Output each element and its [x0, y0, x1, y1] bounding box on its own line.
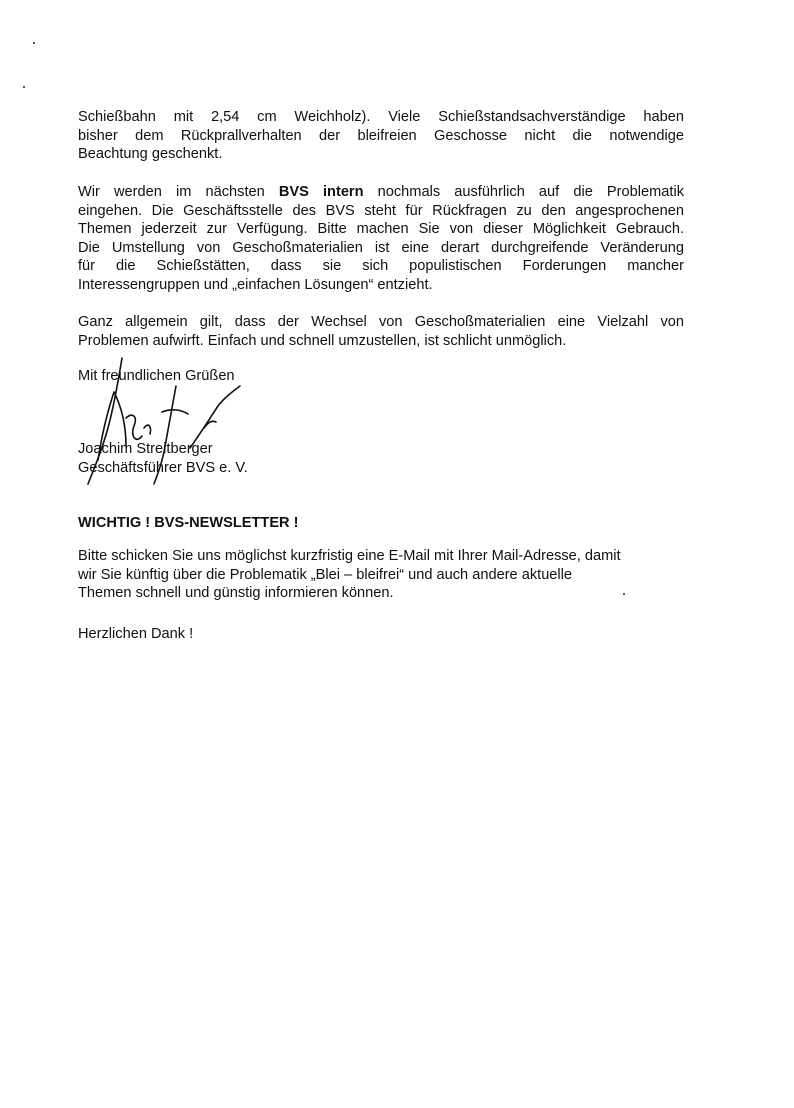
bold-publication-name: BVS intern	[278, 184, 364, 200]
text-line: bisher dem Rückprallverhalten der bleifreien Geschosse nicht die notwendige	[78, 127, 684, 144]
newsletter-heading: WICHTIG ! BVS-NEWSLETTER !	[78, 515, 299, 531]
scan-speck	[23, 86, 25, 88]
text-line: Ganz allgemein gilt, dass der Wechsel von Geschoßmaterialien eine Vielzahl von	[78, 314, 684, 330]
text-line: Problemen aufwirft. Einfach und schnell umzustellen, ist schlicht unmöglich.	[78, 332, 567, 349]
paragraph-summary	[78, 313, 684, 350]
paragraph-rebound	[78, 108, 684, 164]
paragraph-bvs-intern	[78, 183, 684, 294]
text-line: Bitte schicken Sie uns möglichst kurzfristig eine E-Mail mit Ihrer Mail-Adresse, damit	[78, 548, 621, 564]
text-line: eingehen. Die Geschäftsstelle des BVS steht für Rückfragen zu den angesprochenen	[78, 202, 684, 219]
closing-greeting: Mit freundlichen Grüßen	[78, 368, 235, 384]
thanks-line	[78, 625, 684, 644]
text-line: Schießbahn mit 2,54 cm Weichholz). Viele Schießstandsachverständige haben	[78, 109, 684, 125]
signer-role: Geschäftsführer BVS e. V.	[78, 460, 248, 476]
text-line: Themen schnell und günstig informieren können.	[78, 585, 394, 601]
thanks-text: Herzlichen Dank !	[78, 626, 194, 642]
text-line: Interessengruppen und „einfachen Lösungen“ entzieht.	[78, 276, 433, 293]
scan-speck	[33, 42, 35, 44]
text-line: Die Umstellung von Geschoßmaterialien ist eine derart durchgreifende Veränderung	[78, 239, 684, 256]
text-run: nochmals ausführlich auf die Problematik	[363, 184, 684, 200]
text-line: Themen jederzeit zur Verfügung. Bitte machen Sie von dieser Möglichkeit Gebrauch.	[78, 221, 684, 237]
text-line: wir Sie künftig über die Problematik „Blei – bleifrei“ und auch andere aktuelle	[78, 566, 573, 583]
text-line: für die Schießstätten, dass sie sich populistischen Forderungen mancher	[78, 258, 684, 274]
newsletter-paragraph	[78, 547, 684, 603]
signer-name: Joachim Streitberger	[78, 441, 213, 457]
text-line: Beachtung geschenkt.	[78, 146, 223, 162]
text-line	[78, 183, 684, 202]
signature-block	[78, 356, 338, 486]
text-run: Wir werden im nächsten	[78, 184, 279, 200]
